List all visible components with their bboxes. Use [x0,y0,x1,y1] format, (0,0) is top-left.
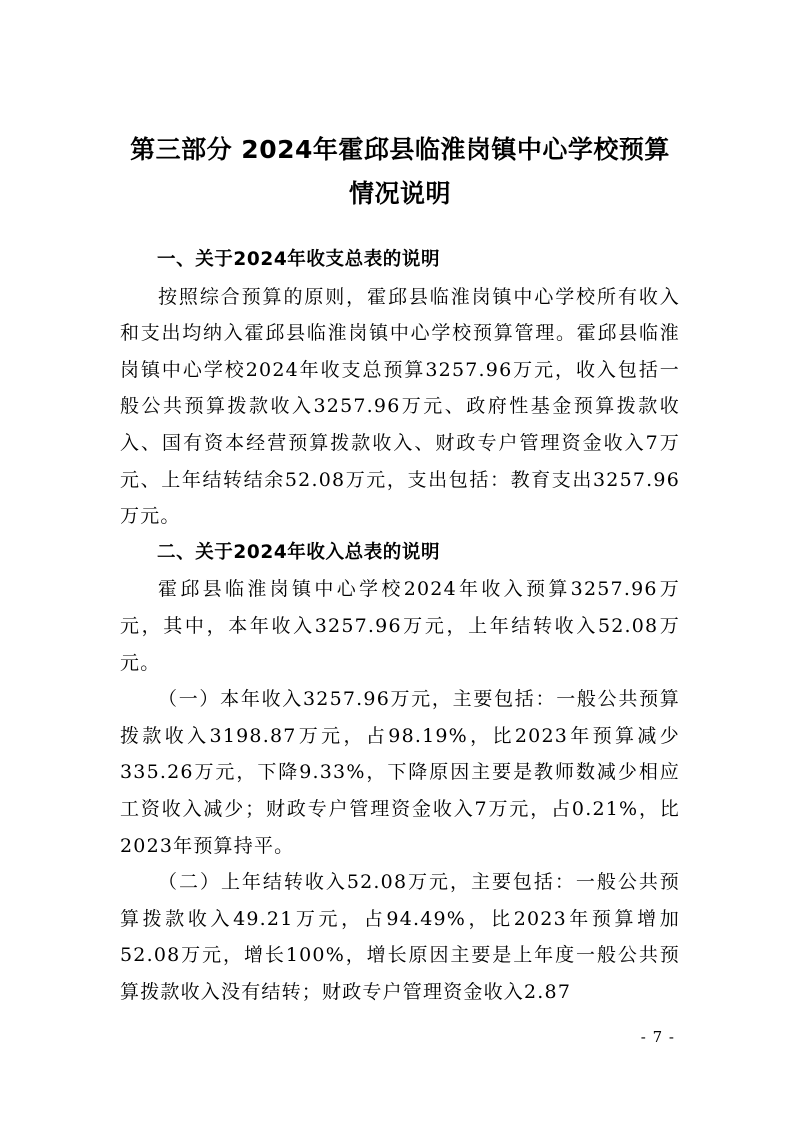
document-body [120,242,680,1010]
section-1-heading: 一、关于2024年收支总表的说明 [157,249,441,270]
section-2-paragraph-1: 霍邱县临淮岗镇中心学校2024年收入预算3257.96万元，其中，本年收入3257.96万元，上年结转收入52.08万元。 [120,578,680,674]
document-title: 第三部分 2024年霍邱县临淮岗镇中心学校预算情况说明 [130,135,670,208]
section-2-paragraph-2: （一）本年收入3257.96万元，主要包括：一般公共预算拨款收入3198.87万元，占98.19%，比2023年预算减少335.26万元，下降9.33%，下降原因主要是教师数减少相应工资收入减少；财政专户管理资金收入7万元，占0.21%，比2023年预算持平。 [120,688,680,857]
section-1-paragraph: 按照综合预算的原则，霍邱县临淮岗镇中心学校所有收入和支出均纳入霍邱县临淮岗镇中心学校预算管理。霍邱县临淮岗镇中心学校2024年收支总预算3257.96万元，收入包括一般公共预算拨款收入3257.96万元、政府性基金预算拨款收入、国有资本经营预算拨款收入、财政专户管理资金收入7万元、上年结转结余52.08万元，支出包括：教育支出3257.96万元。 [120,285,680,528]
page-number: - 7 - [640,1028,675,1046]
section-2-paragraph-3: （二）上年结转收入52.08万元，主要包括：一般公共预算拨款收入49.21万元，占94.49%，比2023年预算增加52.08万元，增长100%，增长原因主要是上年度一般公共预算拨款收入没有结转；财政专户管理资金收入2.87 [120,871,680,1003]
section-2-heading: 二、关于2024年收入总表的说明 [157,541,441,563]
